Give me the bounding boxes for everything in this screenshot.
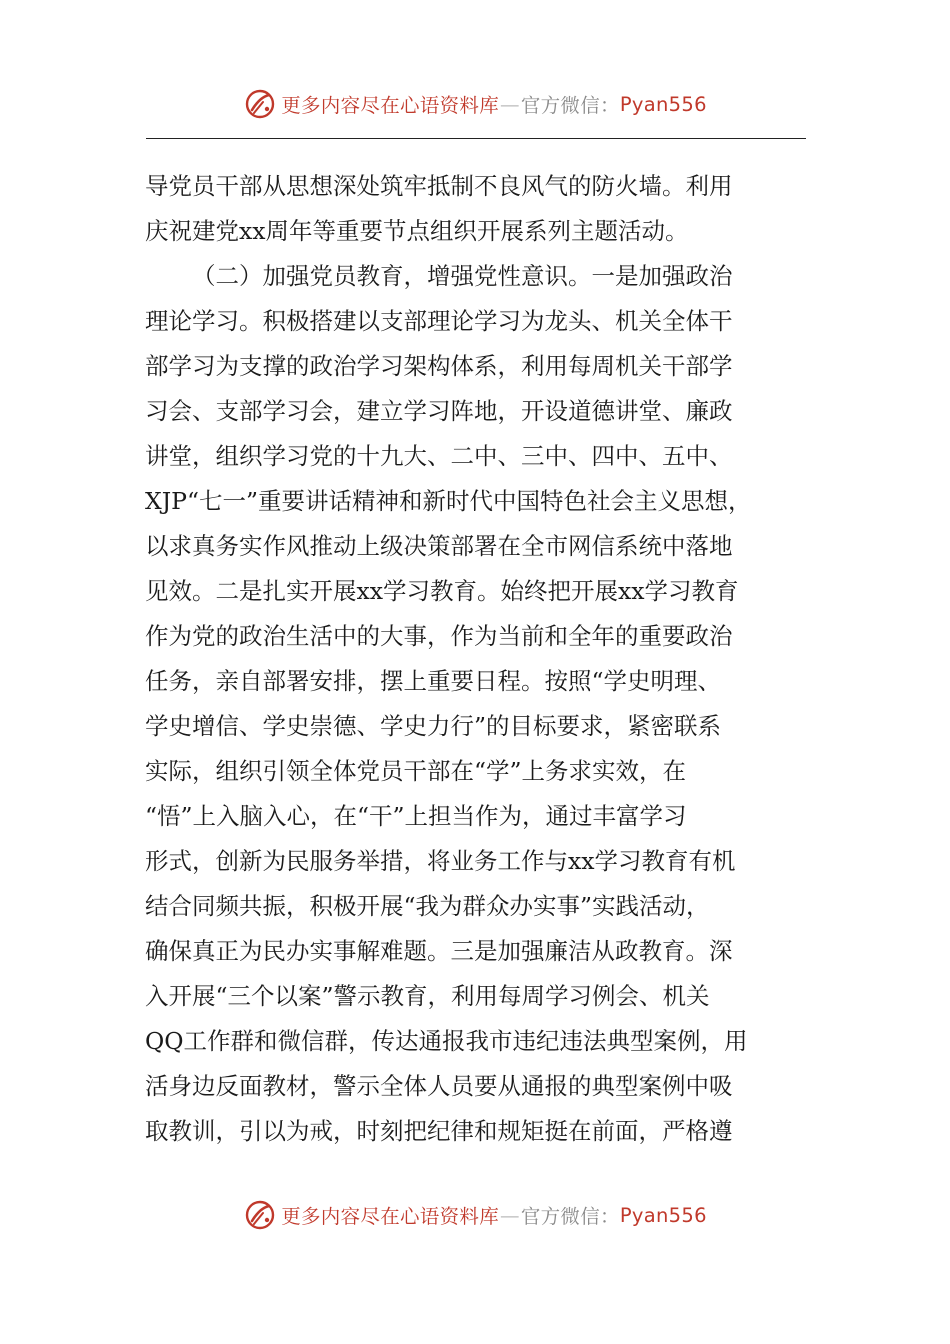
body-line: QQ工作群和微信群，传达通报我市违纪违法典型案例，用: [145, 1027, 748, 1055]
header-wechat-id: Pyan556: [619, 92, 707, 116]
footer-dash: —: [500, 1203, 520, 1227]
body-line: （二）加强党员教育，增强党性意识。一是加强政治: [192, 262, 733, 290]
footer-brand-text: 更多内容尽在心语资料库: [281, 1205, 500, 1228]
body-line: 任务，亲自部署安排，摆上重要日程。按照“学史明理、: [145, 667, 722, 695]
logo-icon: [243, 1198, 277, 1232]
body-line: 见效。二是扎实开展xx学习教育。始终把开展xx学习教育: [145, 577, 739, 605]
footer-banner: [0, 1193, 950, 1237]
body-line: 作为党的政治生活中的大事，作为当前和全年的重要政治: [145, 622, 733, 650]
header-official-label: 官方微信：: [520, 94, 620, 117]
body-line: 习会、支部学习会，建立学习阵地，开设道德讲堂、廉政: [145, 397, 733, 425]
footer-wechat-id: Pyan556: [619, 1203, 707, 1227]
body-line: 讲堂，组织学习党的十九大、二中、三中、四中、五中、: [145, 442, 733, 470]
footer-official-label: 官方微信：: [520, 1205, 620, 1228]
body-line: XJP“七一”重要讲话精神和新时代中国特色社会主义思想，: [145, 487, 752, 515]
body-line: 理论学习。积极搭建以支部理论学习为龙头、机关全体干: [145, 307, 733, 335]
body-line: 实际，组织引领全体党员干部在“学”上务求实效，在: [145, 757, 687, 785]
body-line: 取教训，引以为戒，时刻把纪律和规矩挺在前面，严格遵: [145, 1117, 733, 1145]
header-dash: —: [500, 92, 520, 116]
body-line: 入开展“三个以案”警示教育，利用每周学习例会、机关: [145, 982, 710, 1010]
body-line: 活身边反面教材，警示全体人员要从通报的典型案例中吸: [145, 1072, 733, 1100]
header-divider: [146, 138, 806, 139]
body-line: 形式，创新为民服务举措，将业务工作与xx学习教育有机: [145, 847, 736, 875]
body-line: “悟”上入脑入心，在“干”上担当作为，通过丰富学习: [145, 802, 687, 830]
logo-icon: [243, 87, 277, 121]
body-line: 学史增信、学史崇德、学史力行”的目标要求，紧密联系: [145, 712, 722, 740]
body-line: 庆祝建党xx周年等重要节点组织开展系列主题活动。: [145, 217, 689, 245]
body-line: 确保真正为民办实事解难题。三是加强廉洁从政教育。深: [145, 937, 733, 965]
body-line: 部学习为支撑的政治学习架构体系，利用每周机关干部学: [145, 352, 733, 380]
document-body: [145, 164, 805, 1154]
body-line: 导党员干部从思想深处筑牢抵制不良风气的防火墙。利用: [145, 172, 733, 200]
body-line: 结合同频共振，积极开展“我为群众办实事”实践活动，: [145, 892, 710, 920]
body-line: 以求真务实作风推动上级决策部署在全市网信系统中落地: [145, 532, 733, 560]
header-banner: [0, 82, 950, 126]
header-brand-text: 更多内容尽在心语资料库: [281, 94, 500, 117]
